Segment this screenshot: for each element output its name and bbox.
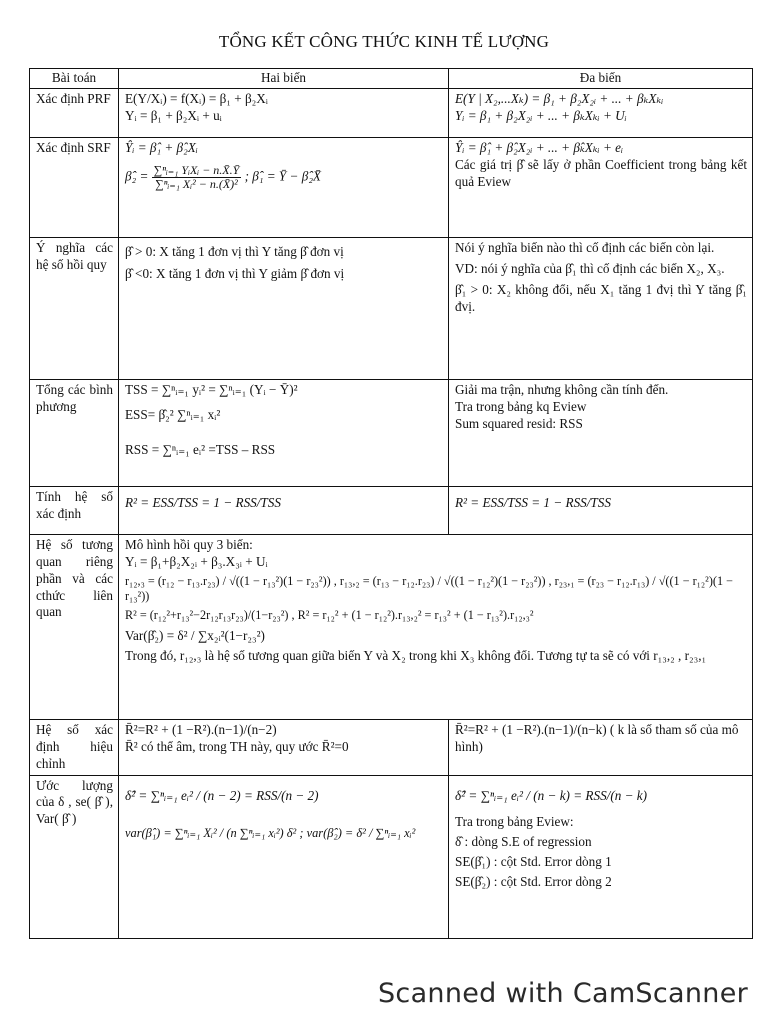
formula-line: Yᵢ = β₁+β₂X₂ᵢ + β₃.X₃ᵢ + Uᵢ	[125, 553, 268, 569]
formula-line: R̄²=R² + (1 −R²).(n−1)/(n−2)	[125, 721, 277, 737]
formula-line: Ŷᵢ = β̂₁ + β̂₂Xᵢ	[125, 139, 198, 155]
row-label: Xác định PRF	[30, 88, 119, 137]
header-hai-bien: Hai biến	[119, 69, 449, 89]
formula-line: δ̂² = ∑ⁿᵢ₌₁ eᵢ² / (n − 2) = RSS/(n − 2)	[125, 787, 319, 803]
table-row	[30, 775, 753, 938]
beta2-formula: β̂₂ = $\frac{\text{∑ⁿᵢ₌₁ YᵢXᵢ − n.X̄.Ȳ}}{\text{∑ⁿᵢ₌₁ Xᵢ² − n.(X̄)²}}$ ; β̂₁ = Ȳ − β̂₂X̄	[125, 162, 321, 191]
row-label: Hệ số xác định hiệu chỉnh	[30, 719, 119, 775]
formula-line: β̂ <0: X tăng 1 đơn vị thì Y giảm β̂ đơn vị	[125, 265, 345, 281]
table-row	[30, 719, 753, 775]
note-text: β̂₁ > 0: X₂ không đổi, nếu X₁ tăng 1 đvị thì Y tăng β̂₁ đvị.	[455, 281, 747, 314]
formula-line: β̂ > 0: X tăng 1 đơn vị thì Y tăng β̂ đơn vị	[125, 243, 344, 259]
two-var-cell	[119, 137, 449, 237]
multi-var-cell	[449, 719, 753, 775]
note-text: Trong đó, r₁₂,₃ là hệ số tương quan giữa biến Y và X₂ trong khi X₃ không đổi. Tương tự ta sẽ có với r₁₃,₂ , r₂₃,₁	[125, 648, 707, 664]
formula-line: RSS = ∑ⁿᵢ₌₁ eᵢ² =TSS – RSS	[125, 441, 276, 457]
note-text: SE(β̂₂) : cột Std. Error dòng 2	[455, 874, 612, 890]
note-text: Sum squared resid: RSS	[455, 415, 583, 431]
formula-line: Var(β̂₂) = δ² / ∑x₂ᵢ²(1−r₂₃²)	[125, 627, 265, 643]
formula-line: r₁₂,₃ = (r₁₂ − r₁₃.r₂₃) / √((1 − r₁₃²)(1 − r₂₃²)) , r₁₃,₂ = (r₁₃ − r₁₂.r₂₃) / √((1 − r₁₂²)(1 − r₂₃²)) , r₂₃,₁ = (r₂₃ − r₁₂.r₁₃) / √((1 − r₁₂²)(1 − r₁₃²))	[125, 573, 733, 604]
header-da-bien: Đa biến	[449, 69, 753, 89]
formula-line: E(Y | X₂,...Xₖ) = β₁ + β₂X₂ᵢ + ... + βₖXₖᵢ	[455, 90, 664, 106]
note-text: Các giá trị β̂ sẽ lấy ở phần Coefficient trong bảng kết quả Eview	[455, 156, 747, 189]
fraction	[152, 164, 242, 191]
formula-line: R² = ESS/TSS = 1 − RSS/TSS	[455, 494, 611, 510]
formula-line: Yᵢ = β₁ + β₂X₂ᵢ + ... + βₖXₖᵢ + Uᵢ	[455, 107, 627, 123]
row-label: Ước lượng của δ , se( β̂ ), Var( β̂ )	[30, 775, 119, 938]
two-var-cell	[119, 775, 449, 938]
table-row	[30, 486, 753, 534]
row-label: Tính hệ số xác định	[30, 486, 119, 534]
page-title: TỔNG KẾT CÔNG THỨC KINH TẾ LƯỢNG	[218, 32, 550, 51]
formula-line: R̄²=R² + (1 −R²).(n−1)/(n−k) ( k là số tham số của mô hình)	[455, 721, 739, 754]
fraction-numerator: ∑ⁿᵢ₌₁ YᵢXᵢ − n.X̄.Ȳ	[153, 162, 240, 177]
formula-line: Ŷᵢ = β̂₁ + β̂₂X₂ᵢ + ... + β̂ₖXₖᵢ + eᵢ	[455, 139, 624, 155]
row-label: Xác định SRF	[30, 137, 119, 237]
formula-line: Yᵢ = β₁ + β₂Xᵢ + uᵢ	[125, 107, 222, 123]
formula-line: var(β̂₁) = ∑ⁿᵢ₌₁ Xᵢ² / (n ∑ⁿᵢ₌₁ xᵢ²) δ² ; var(β̂₂) = δ² / ∑ⁿᵢ₌₁ xᵢ²	[125, 826, 416, 841]
multi-var-cell	[449, 775, 753, 938]
formula-line: E(Y/Xᵢ) = f(Xᵢ) = β₁ + β₂Xᵢ	[125, 90, 268, 106]
note-text: Tra trong bảng Eview:	[455, 814, 574, 830]
note-text: Nói ý nghĩa biến nào thì cố định các biến còn lại.	[455, 239, 715, 255]
two-var-cell	[119, 88, 449, 137]
table-row	[30, 137, 753, 237]
fraction-denominator: ∑ⁿᵢ₌₁ Xᵢ² − n.(X̄)²	[155, 176, 238, 191]
row-label: Ý nghĩa các hệ số hồi quy	[30, 237, 119, 379]
formula-line: R̄² có thể âm, trong TH này, quy ước R̄²=0	[125, 738, 349, 754]
two-var-cell	[119, 719, 449, 775]
note-text: SE(β̂₁) : cột Std. Error dòng 1	[455, 854, 612, 870]
multi-var-cell	[449, 237, 753, 379]
multi-var-cell	[449, 137, 753, 237]
formula-line: ESS= β̂₂² ∑ⁿᵢ₌₁ xᵢ²	[125, 406, 221, 422]
note-text: Giải ma trận, nhưng không cần tính đến.	[455, 381, 669, 397]
table-row	[30, 534, 753, 719]
two-var-cell	[119, 379, 449, 486]
table-row	[30, 88, 753, 137]
note-text: Tra trong bảng kq Eview	[455, 398, 587, 414]
row-label: Hệ số tương quan riêng phần và các cthức liên quan	[30, 534, 119, 719]
note-text: VD: nói ý nghĩa của β̂₁ thì cố định các biến X₂, X₃.	[455, 260, 725, 276]
two-var-cell	[119, 237, 449, 379]
table-header-row	[30, 69, 753, 89]
two-var-cell	[119, 486, 449, 534]
merged-cell	[119, 534, 753, 719]
formula-line: δ̂² = ∑ⁿᵢ₌₁ eᵢ² / (n − k) = RSS/(n − k)	[455, 787, 648, 803]
multi-var-cell	[449, 379, 753, 486]
multi-var-cell	[449, 88, 753, 137]
table-row	[30, 237, 753, 379]
formula-line: TSS = ∑ⁿᵢ₌₁ yᵢ² = ∑ⁿᵢ₌₁ (Yᵢ − Ȳ)²	[125, 381, 298, 397]
note-text: Mô hình hồi quy 3 biến:	[125, 536, 253, 552]
table-row	[30, 379, 753, 486]
multi-var-cell	[449, 486, 753, 534]
formula-table	[29, 68, 753, 939]
row-label: Tổng các bình phương	[30, 379, 119, 486]
formula-line: R² = ESS/TSS = 1 − RSS/TSS	[125, 494, 281, 510]
formula-line: R² = (r₁₂²+r₁₃²−2r₁₂r₁₃r₂₃)/(1−r₂₃²) , R² = r₁₂² + (1 − r₁₂²).r₁₃,₂² = r₁₃² + (1 − r₁₃²).r₁₂,₃²	[125, 607, 534, 622]
header-bai-toan: Bài toán	[30, 69, 119, 89]
camscanner-watermark: Scanned with CamScanner	[377, 978, 748, 1009]
note-text: δ̂ : dòng S.E of regression	[455, 834, 592, 850]
beta1-formula: ; β̂₁ = Ȳ − β̂₂X̄	[244, 168, 321, 184]
